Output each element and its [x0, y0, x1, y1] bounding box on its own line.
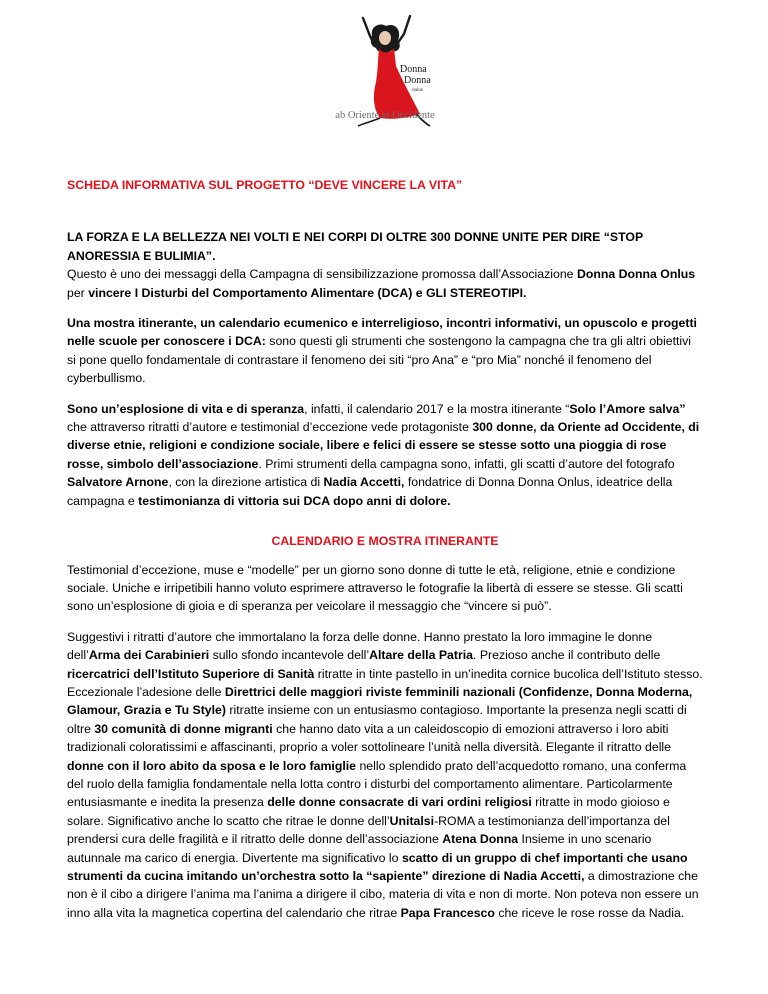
logo-text-2: Donna	[404, 75, 431, 86]
p3-text-5: fondatrice di Donna Donna Onlus, ideatrice della campagna e	[67, 475, 673, 508]
p5-bold-5: 30 comunità di donne migranti	[94, 721, 273, 736]
p5-text-3: . Prezioso anche il contributo delle	[473, 648, 661, 663]
p3-text-2: che attraverso ritratti d’autore e testimonial d’eccezione vede protagoniste	[67, 420, 473, 435]
p5-bold-3: ricercatrici dell’Istituto Superiore di Sanità	[67, 666, 315, 681]
section-title: CALENDARIO E MOSTRA ITINERANTE	[271, 534, 499, 549]
intro-text-1: Questo è uno dei messaggi della Campagna di sensibilizzazione promossa dall’Associazione	[67, 267, 577, 282]
intro-text-2: per	[67, 285, 89, 300]
p3-bold-5: Nadia Accetti,	[323, 475, 405, 490]
document-body	[67, 176, 703, 934]
p5-bold-1: Arma dei Carabinieri	[88, 648, 210, 663]
intro-bold-1: Donna Donna Onlus	[576, 267, 696, 282]
p5-bold-6: donne con il loro abito da sposa e le loro famiglie	[67, 758, 357, 773]
p5-text-6: che hanno dato vita a un caleidoscopio di emozioni attraverso i loro abiti tradizionali coloratissimi e affascinanti, proprio a voler sottolineare l’unità nella diversità. Elegante il ritratto delle	[67, 721, 671, 755]
p3-bold-1: Sono un’esplosione di vita e di speranza	[67, 401, 305, 416]
portraits-paragraph	[67, 628, 703, 923]
p5-text-10: Insieme in uno scenario autunnale ma carico di energia. Divertente ma significativo lo	[67, 832, 652, 865]
logo-text-3: onlus	[412, 88, 423, 93]
tools-bold: Una mostra itinerante, un calendario ecumenico e interreligioso, incontri informativi, un opuscolo e progetti nelle scuole per conoscere i DCA:	[67, 316, 697, 349]
tools-text: sono questi gli strumenti che sostengono la campagna che tra gli altri obiettivi si pone quello fondamentale di contrastare il fenomeno dei siti “pro Ana” e “pro Mia” nonché il fenomeno del cyberbullismo.	[67, 334, 692, 386]
p5-bold-9: Atena Donna	[442, 832, 519, 847]
calendar-intro-paragraph	[67, 400, 703, 510]
p5-text-2: sullo sfondo incantevole dell’	[209, 648, 370, 663]
p3-bold-4: Salvatore Arnone	[67, 475, 169, 490]
p3-text-4: , con la direzione artistica di	[168, 475, 324, 490]
p5-bold-2: Altare della Patria	[369, 648, 474, 663]
p3-bold-3: 300 donne, da Oriente ad Occidente, di diverse etnie, religioni e condizione sociale, libere e felici di essere se stesse sotto una pioggia di rose rosse, simbolo dell’associazione	[67, 420, 700, 471]
p5-text-11: a dimostrazione che non è il cibo a dirigere l’anima ma l’anima a dirigere il cibo, materia di vita e non di morte. Non poteva non essere un inno alla vita la magnetica copertina del calendario che ritrae	[67, 869, 699, 920]
p5-bold-11: Papa Francesco	[400, 905, 495, 920]
logo-caption: ab Oriente et Occidente	[335, 110, 435, 121]
testimonial-paragraph: Testimonial d’eccezione, muse e “modelle” per un giorno sono donne di tutte le età, religione, etnie e condizione sociale. Uniche e irripetibili hanno voluto esprimere attraverso le fotografie la libertà di essere se stesse. Gli scatti sono un’esplosione di gioia e di speranza per veicolare il messaggio che “vincere si può”.	[67, 562, 683, 614]
p5-text-7: nello splendido prato dell’acquedotto romano, una conferma del ruolo della famiglia fondamentale nella lotta contro i disturbi del comportamento alimentare. Particolarmente entusiasmante e inedita la presenza	[67, 758, 687, 810]
p5-text-5: ritratte insieme con un entusiasmo contagioso. Importante la presenza negli scatti di oltre	[67, 703, 687, 736]
intro-headline: LA FORZA E LA BELLEZZA NEI VOLTI E NEI CORPI DI OLTRE 300 DONNE UNITE PER DIRE “STOP ANORESSIA E BULIMIA”.	[67, 230, 643, 263]
p5-text-1: Suggestivi i ritratti d’autore che immortalano la forza delle donne. Hanno prestato la loro immagine le donne dell’	[67, 629, 653, 663]
p5-text-8: ritratte in modo gioioso e solare. Significativo anche lo scatto che ritrae le donne dell’	[67, 795, 670, 828]
tools-paragraph	[67, 314, 703, 388]
logo-text-1: Donna	[400, 64, 427, 75]
p5-bold-7: delle donne consacrate di vari ordini religiosi	[267, 795, 532, 810]
p5-text-12: che riceve le rose rosse da Nadia.	[494, 905, 685, 920]
p3-text-3: . Primi strumenti della campagna sono, infatti, gli scatti d’autore del fotografo	[258, 456, 675, 471]
p5-text-9: -ROMA a testimonianza dell’importanza del prendersi cura delle fragilità e il ritratto delle donne dell’associazione	[67, 813, 670, 847]
intro-bold-2: vincere I Disturbi del Comportamento Alimentare (DCA) e GLI STEREOTIPI.	[88, 285, 527, 300]
p5-text-4: ritratte in tinte pastello in un’inedita cornice bucolica dell’Istituto stesso. Eccezionale l’adesione delle	[67, 666, 703, 699]
p5-bold-10: scatto di un gruppo di chef importanti che usano strumenti da cucina imitando un’orchestra sotto la “sapiente” direzione di Nadia Accetti,	[67, 850, 688, 883]
document-header: SCHEDA INFORMATIVA SUL PROGETTO “DEVE VINCERE LA VITA”	[67, 178, 463, 192]
intro-paragraph	[67, 228, 703, 302]
p3-bold-2: Solo l’Amore salva”	[569, 401, 686, 416]
p3-text-1: , infatti, il calendario 2017 e la mostra itinerante “	[304, 401, 570, 416]
p5-bold-8: Unitalsi	[389, 813, 435, 828]
p3-bold-6: testimonianza di vittoria sui DCA dopo anni di dolore.	[138, 493, 451, 508]
p5-bold-4: Direttrici delle maggiori riviste femminili nazionali (Confidenze, Donna Moderna, Glamour, Grazia e Tu Style)	[67, 684, 693, 718]
